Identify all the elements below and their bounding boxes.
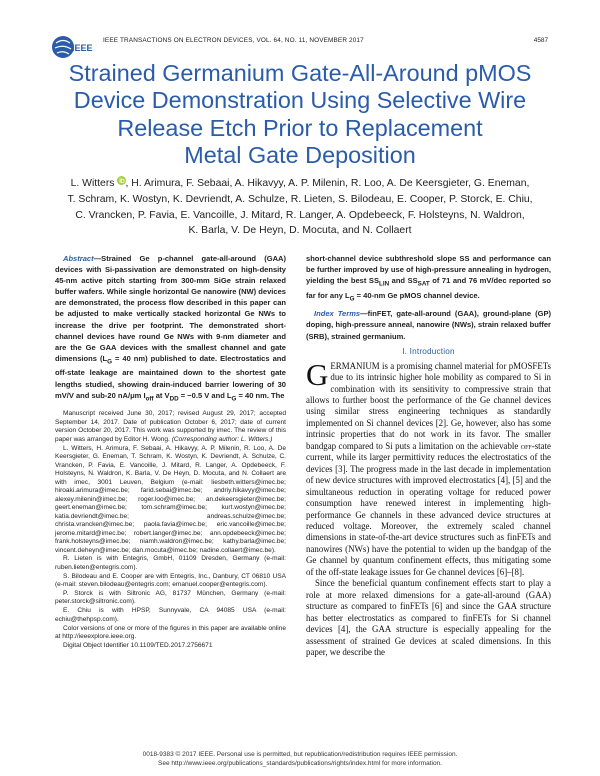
title-line: Device Demonstration Using Selective Wire (73, 87, 527, 114)
abstract-right: short-channel device subthreshold slope SS and performance can be further improved by use of high-pressure annealing in hydrogen, yielding the best $SS_{LIN}$ and $SS_{SAT}$ of 71 and 76 mV/dec reported so far for any $L_G = 40-nm$ Ge pMOS channel device. (306, 254, 551, 303)
footer-line: 0018-9383 © 2017 IEEE. Personal use is permitted, but republication/redistribution requires IEEE permission. (142, 751, 458, 758)
corresponding-author: (Corresponding author: L. Witters.) (171, 435, 273, 443)
abstract-dash: — (93, 254, 102, 263)
intro-paragraph: Since the beneficial quantum confinement effects start to play a role at more relaxed dimensions for a gate-all-around (GAA) structure as compared to finFETs [6] and since the GAA structure has better electrostatics as compared to finFETs for Si channel devices [4], the GAA structure is especially appealing for the assessment of strained Ge devices at scaled dimensions. In this paper, we describe the (306, 578, 551, 657)
author-list (40, 175, 560, 239)
orcid-icon[interactable] (117, 175, 126, 184)
note-manuscript: Manuscript received June 30, 2017; revised August 29, 2017; accepted September 14, 2017. Date of publication October 6, 2017; date of current version October 20, 2017. This work was supported by imec. The review of this paper was arranged by Editor H. Wong. (Corresponding author: L. Witters.) (55, 410, 286, 443)
note-affiliation: S. Bilodeau and E. Cooper are with Entegris, Inc., Danbury, CT 06810 USA (e-mail: steven.bilodeau@entegris.com; emanuel.cooper@entegris.com). (55, 572, 286, 589)
note-doi: Digital Object Identifier 10.1109/TED.2017.2756671 (63, 641, 213, 649)
section-heading: I. Introduction (402, 346, 455, 356)
ieee-logo (50, 34, 93, 60)
index-terms-label: Index Terms (314, 309, 361, 319)
title-line: Release Etch Prior to Replacement (117, 114, 483, 141)
running-header: IEEE TRANSACTIONS ON ELECTRON DEVICES, VOL. 64, NO. 11, NOVEMBER 2017 (103, 37, 364, 44)
paper-title (40, 60, 560, 170)
note-affiliation-imec: L. Witters, H. Arimura, F. Sebaai, A. Hikavyy, A. P. Milenin, R. Loo, A. De Keersgieter, G. Eneman, T. Schram, K. Wostyn, K. Devriendt, A. Schulze, C. Vrancken, P. Favia, E. Vancoille, J. Mitard, R. Langer, A. Opdebeeck, F. Holsteyns, N. Waldron, K. Barla, V. De Heyn, D. Mocuta, and N. Collaert are with imec, 3001 Leuven, Belgium (e-mail: liesbeth.witters@imec.be; hiroaki.arimura@imec.be; farid.sebai@imec.be; andriy.hikavyy@imec.be; alexey.milenin@imec.be; roger.loo@imec.be; an.dekeersgieter@imec.be; geert.eneman@imec.be; tom.schram@imec.be; kurt.wostyn@imec.be; katia.devriendt@imec.be; andreas.schulze@imec.be; christa.vrancken@imec.be; paola.favia@imec.be; eric.vancoille@imec.be; jerome.mitard@imec.be; robert.langer@imec.be; ann.opdebeeck@imec.be; frank.holsteyns@imec.be; niamh.waldron@imec.be; kathy.barla@imec.be; vincent.deheyn@imec.be; dan.mocuta@imec.be; nadine.collaert@imec.be). (55, 444, 286, 554)
left-column (55, 253, 286, 651)
intro-paragraph: GERMANIUM is a promising channel material for pMOSFETs due to its intrinsic higher hole mobility as compared to Si in combination with its sensitivity to compressive strain that allows to further boost the performance of the Ge channel devices using similar stress engineering techniques as standardly implemented on Si channel devices [2]. Ge, however, also has some intrinsic properties that do not work in its favor. The smaller bandgap compared to Si puts a limitation on the achievable off-state current, while its larger permittivity reduces the electrostatics of the devices [3]. The progress made in the last decade in implementation of new device structures with improved electrostatics [4], [5] and the simultaneous reduction in operating voltage for reduced power consumption have renewed interest in implementing high-performance Ge channels in these advanced device structures at reduced voltage. Moreover, the extremely scaled channel dimensions in state-of-the-art device structures such as finFETs and nanowires (NWs) have the potential to widen up the bandgap of the Ge channel by quantum confinement effects, thus mitigating some of the off-state leakage issues for Ge channel devices [6]–[8]. (306, 356, 551, 577)
footer-line: See http://www.ieee.org/publications_standards/publications/rights/index.html for more information. (158, 760, 442, 767)
index-terms: Index Terms—finFET, gate-all-around (GAA), ground-plane (GP) doping, high-pressure anneal, nanowire (NWs), strain relaxed buffer (SRB), strained germanium. (306, 309, 551, 341)
author-line (40, 175, 560, 192)
author-line: K. Barla, V. De Heyn, D. Mocuta, and N. Collaert (188, 225, 412, 237)
note-affiliation: P. Storck is with Siltronic AG, 81737 München, Germany (e-mail: peter.storck@siltronic.com). (55, 589, 286, 606)
abstract-text: Strained Ge p-channel gate-all-around (GAA) devices with Si-passivation are demonstrated on high-density 45-nm active pitch starting from 300-mm SiGe strain relaxed buffer wafers. While single horizontal Ge nanowire (NW) devices are demonstrated, the process flow described in this paper can be adjusted to make vertically stacked horizontal Ge NWs to increase the drive per footprint. The demonstrated short-channel devices have round Ge NWs with 9-nm diameter and are the Ge GAA devices with the smallest channel and gate dimensions (L (55, 254, 286, 363)
right-column (306, 253, 551, 658)
author-line: T. Schram, K. Wostyn, K. Devriendt, A. Schulze, R. Lieten, S. Bilodeau, E. Cooper, P. Storck, E. Chiu, (67, 193, 533, 205)
abstract-left: Abstract—Strained Ge p-channel gate-all-around (GAA) devices with Si-passivation are demonstrated on high-density 45-nm active pitch starting from 300-mm SiGe strain relaxed buffer wafers. While single horizontal Ge nanowire (NW) devices are demonstrated, the process flow described in this paper can be adjusted to make vertically stacked horizontal Ge NWs to increase the drive per footprint. The demonstrated short-channel devices have round Ge NWs with 9-nm diameter and are the Ge GAA devices with the smallest channel and gate dimensions ($L_G = 40$ nm) published to date. Electrostatics and off-state leakage are maintained down to the shortest gate lengths studied, showing drain-induced barrier lowering of 30 mV/V and sub-20 nA/μm $I_{off}$ at $V_{DD} = -0.5$ V and $L_G = 40$ nm. The (55, 254, 287, 403)
page-number: 4587 (533, 37, 548, 44)
note-affiliation: R. Lieten is with Entegris, GmbH, 01109 Dresden, Germany (e-mail: ruben.lieten@entegris.com). (55, 555, 286, 571)
note-affiliation: E. Chiu is with HPSP, Sunnyvale, CA 94085 USA (e-mail: echiu@thehpsp.com). (55, 607, 286, 623)
manuscript-notes (55, 410, 286, 650)
svg-text:IEEE: IEEE (72, 43, 93, 53)
abstract-label: Abstract (63, 254, 94, 263)
note-color-figures: Color versions of one or more of the figures in this paper are available online at http://ieeexplore.ieee.org. (55, 624, 286, 640)
dropcap: G (306, 356, 329, 392)
first-author: L. Witters (70, 178, 115, 189)
author-line: C. Vrancken, P. Favia, E. Vancoille, J. Mitard, R. Langer, A. Opdebeeck, F. Holsteyns, N. Waldron, (75, 209, 525, 221)
title-line: Metal Gate Deposition (184, 142, 416, 169)
title-line: Strained Germanium Gate-All-Around pMOS (68, 60, 532, 86)
copyright-footer (40, 750, 560, 768)
author-names: , H. Arimura, F. Sebaai, A. Hikavyy, A. P. Milenin, R. Loo, A. De Keersgieter, G. Eneman, (125, 178, 530, 189)
